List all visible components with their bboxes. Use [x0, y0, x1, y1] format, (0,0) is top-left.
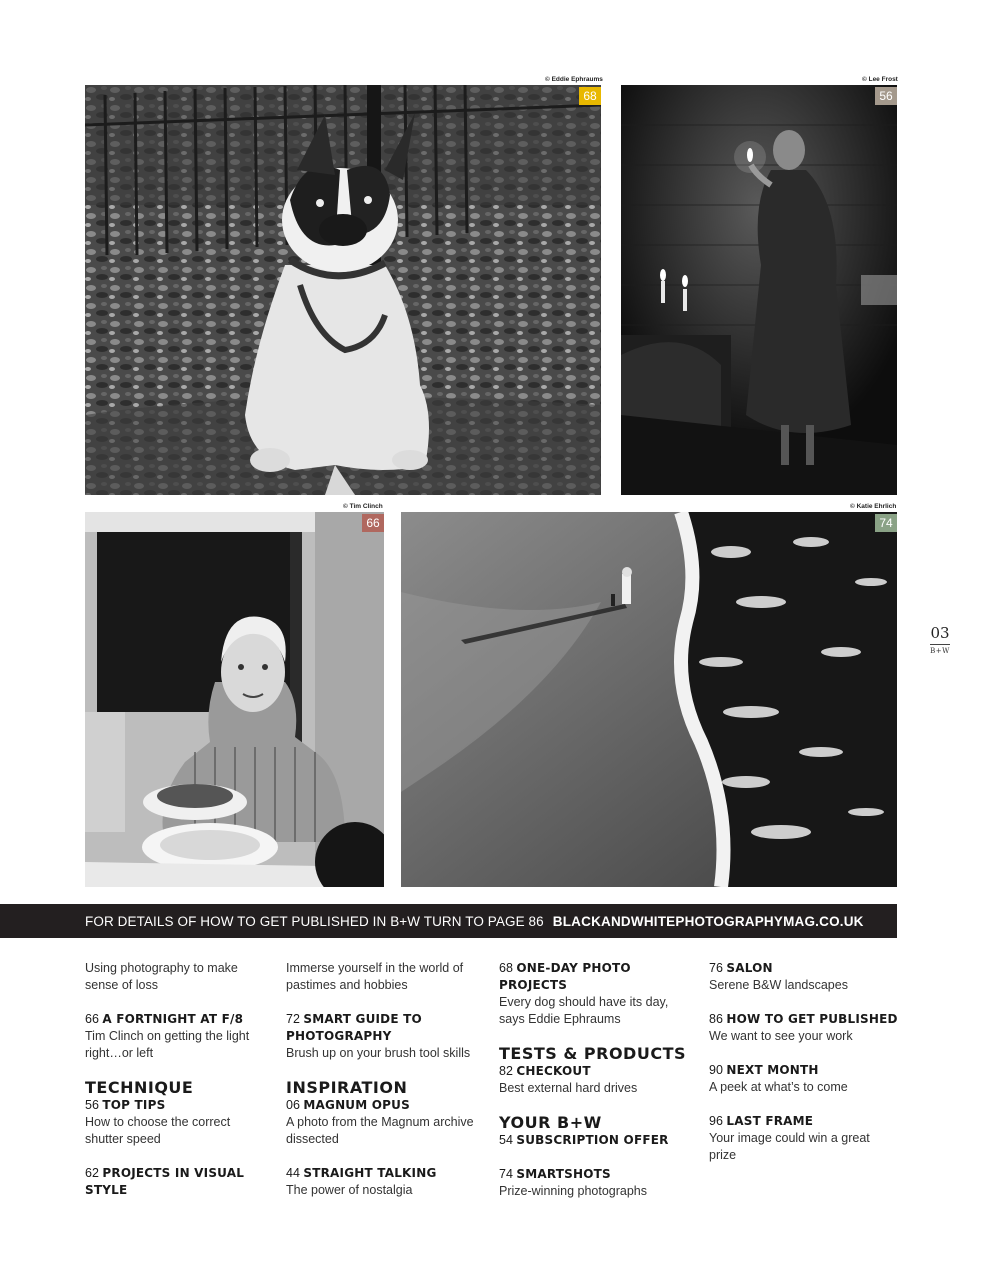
item-desc: Brush up on your brush tool skills: [286, 1046, 471, 1060]
item-page: 06: [286, 1098, 300, 1112]
contents-item-68[interactable]: [499, 960, 694, 1028]
item-title: SMART GUIDE TO PHOTOGRAPHY: [286, 1012, 422, 1043]
contents-item-54[interactable]: [499, 1114, 694, 1149]
item-page: 86: [709, 1012, 723, 1026]
photo-credit-ehrlich: © Katie Ehrlich: [850, 503, 897, 510]
page-folio: [928, 624, 952, 655]
contents-column-2: [286, 960, 481, 1216]
item-title: A FORTNIGHT AT F/8: [102, 1012, 244, 1026]
contents-column-4: [709, 960, 899, 1181]
page-badge-66[interactable]: 66: [362, 514, 384, 532]
item-desc: How to choose the correct shutter speed: [85, 1115, 231, 1146]
item-title: PROJECTS IN VISUAL STYLE: [85, 1166, 245, 1197]
item-page: 44: [286, 1166, 300, 1180]
beach-aerial-photo: [401, 512, 897, 887]
item-desc: Using photography to make sense of loss: [85, 961, 238, 992]
item-title: TOP TIPS: [102, 1098, 166, 1112]
item-title: LAST FRAME: [726, 1114, 814, 1128]
list-item: [286, 960, 481, 994]
item-title: SMARTSHOTS: [516, 1167, 611, 1181]
contents-item-72[interactable]: [286, 1011, 481, 1062]
item-desc: Immerse yourself in the world of pastimes and hobbies: [286, 961, 464, 992]
monk-candle-photo: [621, 85, 897, 495]
item-desc: We want to see your work: [709, 1029, 853, 1043]
item-desc: Prize-winning photographs: [499, 1184, 648, 1198]
item-title: SALON: [726, 961, 773, 975]
contents-column-3: [499, 960, 694, 1217]
page-badge-74[interactable]: 74: [875, 514, 897, 532]
publish-banner: [0, 904, 897, 938]
section-heading-your-bw: YOUR B+W: [499, 1113, 602, 1132]
item-title: MAGNUM OPUS: [303, 1098, 410, 1112]
photo-credit-frost: © Lee Frost: [862, 76, 898, 83]
item-page: 90: [709, 1063, 723, 1077]
banner-lead-text: FOR DETAILS OF HOW TO GET PUBLISHED IN B+W TURN TO PAGE 86: [85, 913, 544, 929]
item-desc: A photo from the Magnum archive dissected: [286, 1115, 474, 1146]
item-desc: Best external hard drives: [499, 1081, 638, 1095]
item-title: STRAIGHT TALKING: [303, 1166, 437, 1180]
section-heading-technique: TECHNIQUE: [85, 1078, 194, 1097]
photo-credit-clinch: © Tim Clinch: [343, 503, 383, 510]
item-page: 68: [499, 961, 513, 975]
contents-column-1: [85, 960, 270, 1216]
contents-item-74[interactable]: [499, 1166, 694, 1200]
folio-rule: [930, 644, 950, 645]
section-heading-inspiration: INSPIRATION: [286, 1078, 408, 1097]
item-title: ONE-DAY PHOTO PROJECTS: [499, 961, 631, 992]
item-page: 72: [286, 1012, 300, 1026]
section-heading-tests-products: TESTS & PRODUCTS: [499, 1044, 686, 1063]
item-desc: A peek at what’s to come: [709, 1080, 848, 1094]
item-page: 62: [85, 1166, 99, 1180]
contents-item-66[interactable]: [85, 1011, 270, 1062]
item-title: SUBSCRIPTION OFFER: [516, 1133, 669, 1147]
contents-item-06[interactable]: [286, 1079, 481, 1148]
item-desc: Your image could win a great prize: [709, 1131, 870, 1162]
item-page: 76: [709, 961, 723, 975]
website-link[interactable]: BLACKANDWHITEPHOTOGRAPHYMAG.CO.UK: [552, 913, 864, 929]
item-desc: Serene B&W landscapes: [709, 978, 848, 992]
item-page: 74: [499, 1167, 513, 1181]
page-badge-56[interactable]: 56: [875, 87, 897, 105]
french-bulldog-photo: [85, 85, 601, 495]
old-woman-eating-photo: [85, 512, 384, 887]
contents-item-62[interactable]: [85, 1165, 270, 1199]
item-page: 82: [499, 1064, 513, 1078]
page-number: 03: [930, 624, 950, 642]
item-title: HOW TO GET PUBLISHED: [726, 1012, 898, 1026]
item-page: 54: [499, 1133, 513, 1147]
item-title: CHECKOUT: [516, 1064, 591, 1078]
list-item: [85, 960, 270, 994]
contents-item-86[interactable]: [709, 1011, 899, 1045]
contents-item-90[interactable]: [709, 1062, 899, 1096]
item-title: NEXT MONTH: [726, 1063, 819, 1077]
item-page: 66: [85, 1012, 99, 1026]
magazine-mark: B+W: [930, 647, 950, 655]
item-desc: The power of nostalgia: [286, 1183, 413, 1197]
item-desc: Every dog should have its day, says Eddie Ephraums: [499, 995, 669, 1026]
item-page: 56: [85, 1098, 99, 1112]
photo-credit-ephraums: © Eddie Ephraums: [545, 76, 603, 83]
contents-item-76[interactable]: [709, 960, 899, 994]
item-page: 96: [709, 1114, 723, 1128]
contents-item-96[interactable]: [709, 1113, 899, 1164]
page-badge-68[interactable]: 68: [579, 87, 601, 105]
contents-item-82[interactable]: [499, 1045, 694, 1097]
item-desc: Tim Clinch on getting the light right…or left: [85, 1029, 250, 1060]
contents-item-56[interactable]: [85, 1079, 270, 1148]
contents-item-44[interactable]: [286, 1165, 481, 1199]
